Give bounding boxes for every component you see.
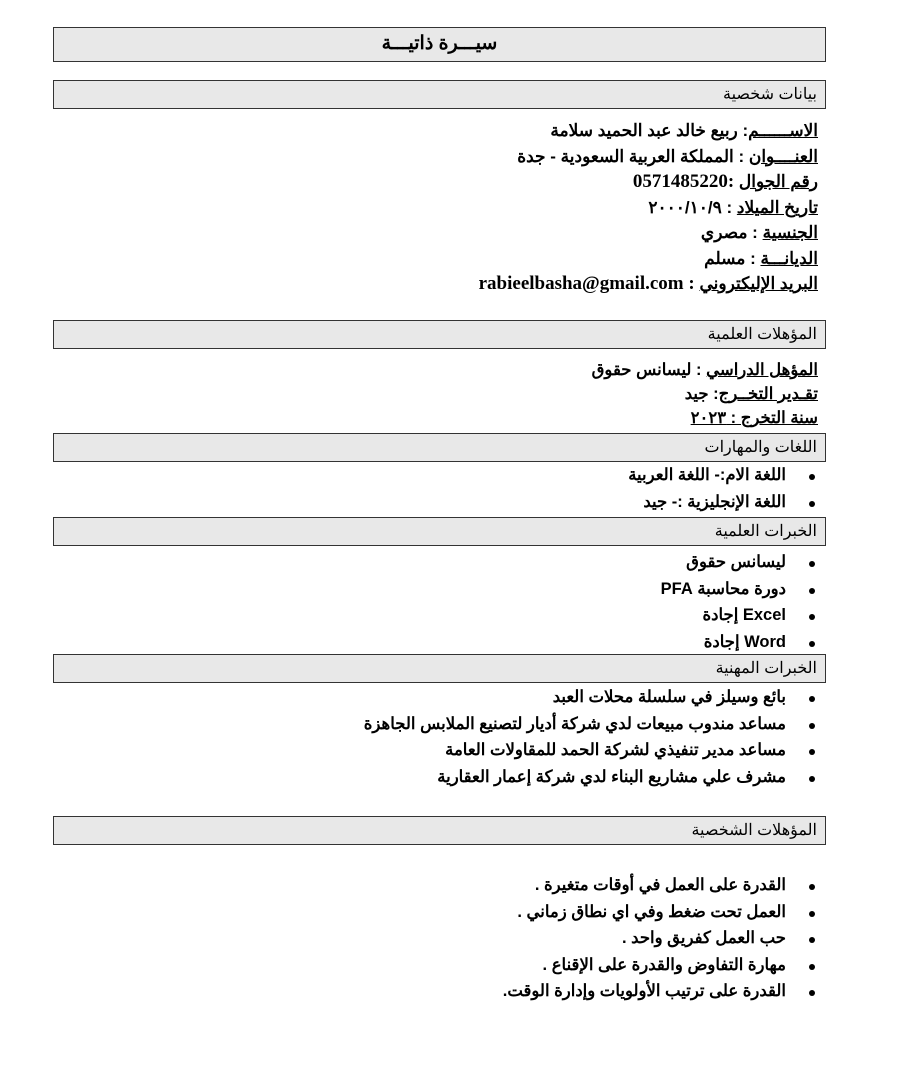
label: سنة التخرج : ٢٠٢٣: [690, 409, 818, 427]
cv-title: سيـــرة ذاتيـــة: [53, 27, 826, 62]
value: : ليسانس حقوق: [591, 361, 707, 379]
professional-list: [364, 684, 818, 790]
academic-row-grade: [592, 382, 818, 406]
list-item: مساعد مدير تنفيذي لشركة الحمد للمقاولات العامة: [364, 737, 818, 764]
section-scientific-header: الخبرات العلمية: [53, 517, 826, 546]
info-row-email: [479, 271, 818, 297]
label: البريد الإليكتروني: [699, 274, 818, 293]
list-item: Excel إجادة: [661, 602, 818, 629]
qualities-list: [503, 872, 818, 1005]
section-professional-header: الخبرات المهنية: [53, 654, 826, 683]
section-qualities-header: المؤهلات الشخصية: [53, 816, 826, 845]
info-row-religion: [479, 246, 818, 272]
info-row-address: [479, 144, 818, 170]
label: تاريخ الميلاد: [736, 197, 818, 217]
label: رقم الجوال: [738, 172, 818, 191]
list-item: اللغة الإنجليزية :- جيد: [628, 489, 818, 516]
value: : جيد: [684, 385, 719, 403]
value: : ٢٠٠٠/١٠/٩: [648, 197, 737, 217]
section-academic-header: المؤهلات العلمية: [53, 320, 826, 349]
info-row-nationality: [479, 220, 818, 246]
list-item: مشرف علي مشاريع البناء لدي شركة إعمار العقارية: [364, 764, 818, 791]
info-row-name: [479, 118, 818, 144]
info-row-birthdate: [479, 195, 818, 221]
section-languages-header: اللغات والمهارات: [53, 433, 826, 462]
label: المؤهل الدراسي: [706, 361, 818, 379]
label: الديانـــة: [760, 248, 818, 268]
section-personal-header: بيانات شخصية: [53, 80, 826, 109]
value: : مسلم: [704, 248, 761, 268]
academic-row-year: [592, 406, 818, 430]
academic-row-degree: [592, 358, 818, 382]
languages-list: [628, 462, 818, 515]
list-item: دورة محاسبة PFA: [661, 576, 818, 603]
personal-info: [479, 118, 818, 297]
label: العنــــوان: [748, 146, 818, 166]
academic-info: [592, 358, 818, 430]
list-item: مهارة التفاوض والقدرة على الإقناع .: [503, 952, 818, 979]
label: تقـدير التخــرج: [718, 385, 818, 403]
value: : المملكة العربية السعودية - جدة: [517, 146, 749, 166]
value: : مصري: [700, 223, 763, 242]
info-row-phone: [479, 169, 818, 195]
list-item: حب العمل كفريق واحد .: [503, 925, 818, 952]
list-item: بائع وسيلز في سلسلة محلات العبد: [364, 684, 818, 711]
list-item: القدرة على العمل في أوقات متغيرة .: [503, 872, 818, 899]
label: الجنسية: [762, 223, 818, 242]
list-item: ليسانس حقوق: [661, 549, 818, 576]
list-item: مساعد مندوب مبيعات لدي شركة أديار لتصنيع الملابس الجاهزة: [364, 711, 818, 738]
scientific-list: [661, 549, 818, 655]
list-item: القدرة على ترتيب الأولويات وإدارة الوقت.: [503, 978, 818, 1005]
list-item: اللغة الام:- اللغة العربية: [628, 462, 818, 489]
list-item: العمل تحت ضغط وفي اي نطاق زماني .: [503, 899, 818, 926]
value: : ربيع خالد عبد الحميد سلامة: [550, 121, 749, 140]
value: : rabieelbasha@gmail.com: [478, 273, 700, 294]
list-item: Word إجادة: [661, 629, 818, 656]
label: الاســــــم: [748, 121, 818, 140]
value: :0571485220: [632, 171, 739, 192]
